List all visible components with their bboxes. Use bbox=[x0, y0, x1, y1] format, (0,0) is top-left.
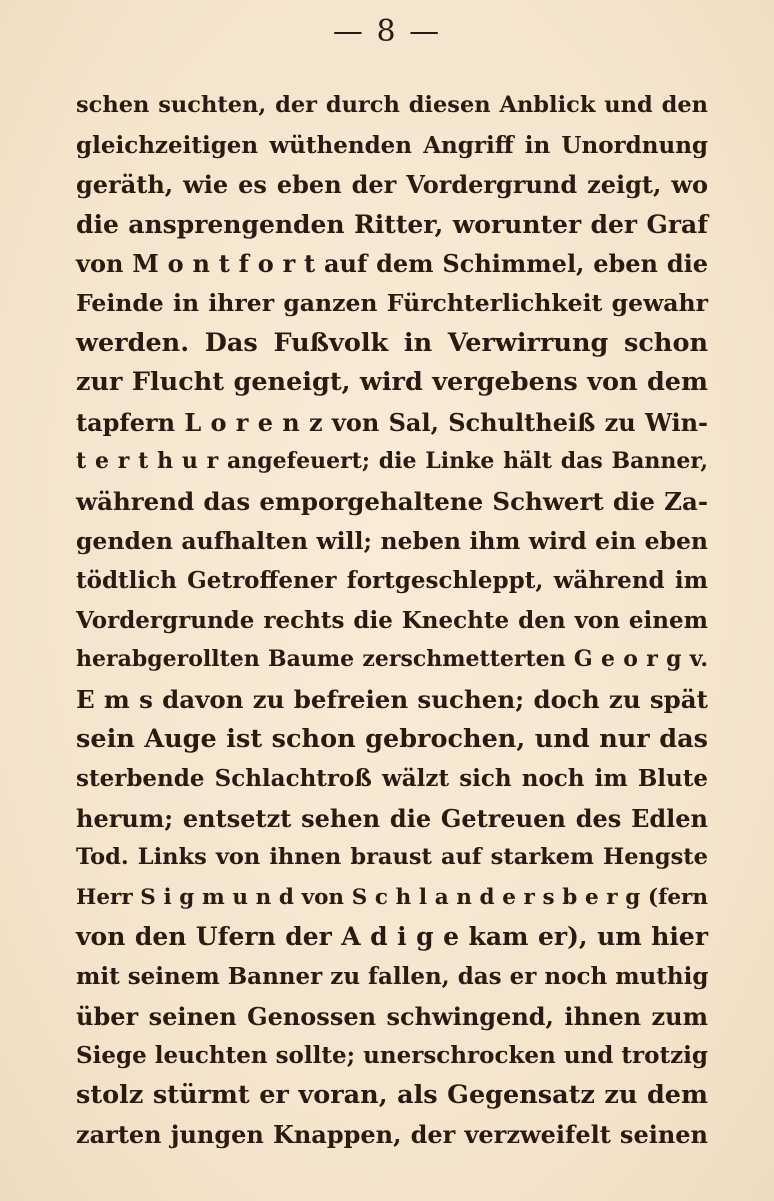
text-line: über seinen Genossen schwingend, ihnen zum bbox=[76, 1001, 708, 1031]
page-number: — 8 — bbox=[332, 14, 442, 49]
text-line: herum; entsetzt sehen die Getreuen des Edlen bbox=[76, 803, 708, 833]
text-line: von den Ufern der A d i g e kam er), um hier bbox=[76, 922, 708, 952]
text-line: während das emporgehaltene Schwert die Za- bbox=[76, 486, 708, 516]
text-line: gleichzeitigen wüthenden Angriff in Unordnung bbox=[76, 131, 708, 159]
body-text bbox=[76, 86, 708, 1155]
text-line: herabgerollten Baume zerschmetterten G e o r g v. bbox=[76, 646, 708, 673]
text-line: sterbende Schlachtroß wälzt sich noch im Blute bbox=[76, 765, 708, 793]
text-line: Herr S i g m u n d von S c h l a n d e r s b e r g (fern bbox=[76, 884, 708, 910]
text-line: tödtlich Getroffener fortgeschleppt, während im bbox=[76, 567, 708, 595]
text-line: schen suchten, der durch diesen Anblick und den bbox=[76, 92, 708, 118]
text-line: mit seinem Banner zu fallen, das er noch muthig bbox=[76, 963, 709, 991]
text-line: stolz stürmt er voran, als Gegensatz zu dem bbox=[76, 1079, 708, 1110]
text-line: Vordergrunde rechts die Knechte den von einem bbox=[76, 606, 708, 634]
text-line: die ansprengenden Ritter, worunter der Graf bbox=[76, 209, 708, 239]
text-line: genden aufhalten will; neben ihm wird ein eben bbox=[76, 526, 708, 555]
text-line: Feinde in ihrer ganzen Fürchterlichkeit gewahr bbox=[76, 288, 708, 317]
text-line: werden. Das Fußvolk in Verwirrung schon bbox=[76, 327, 708, 358]
text-line: Siege leuchten sollte; unerschrocken und trotzig bbox=[76, 1042, 708, 1070]
text-line: sein Auge ist schon gebrochen, und nur das bbox=[76, 723, 708, 754]
text-line: tapfern L o r e n z von Sal, Schultheiß zu Win- bbox=[76, 407, 708, 437]
text-line: Tod. Links von ihnen braust auf starkem Hengste bbox=[76, 844, 708, 871]
text-line: von M o n t f o r t auf dem Schimmel, eben die bbox=[76, 249, 708, 279]
text-line: zarten jungen Knappen, der verzweifelt seinen bbox=[76, 1120, 708, 1150]
text-line: t e r t h u r angefeuert; die Linke hält das Banner, bbox=[76, 448, 708, 475]
text-line: zur Flucht geneigt, wird vergebens von dem bbox=[76, 367, 708, 398]
text-line: E m s davon zu befreien suchen; doch zu spät bbox=[76, 684, 708, 714]
text-line: geräth, wie es eben der Vordergrund zeigt, wo bbox=[76, 170, 708, 200]
